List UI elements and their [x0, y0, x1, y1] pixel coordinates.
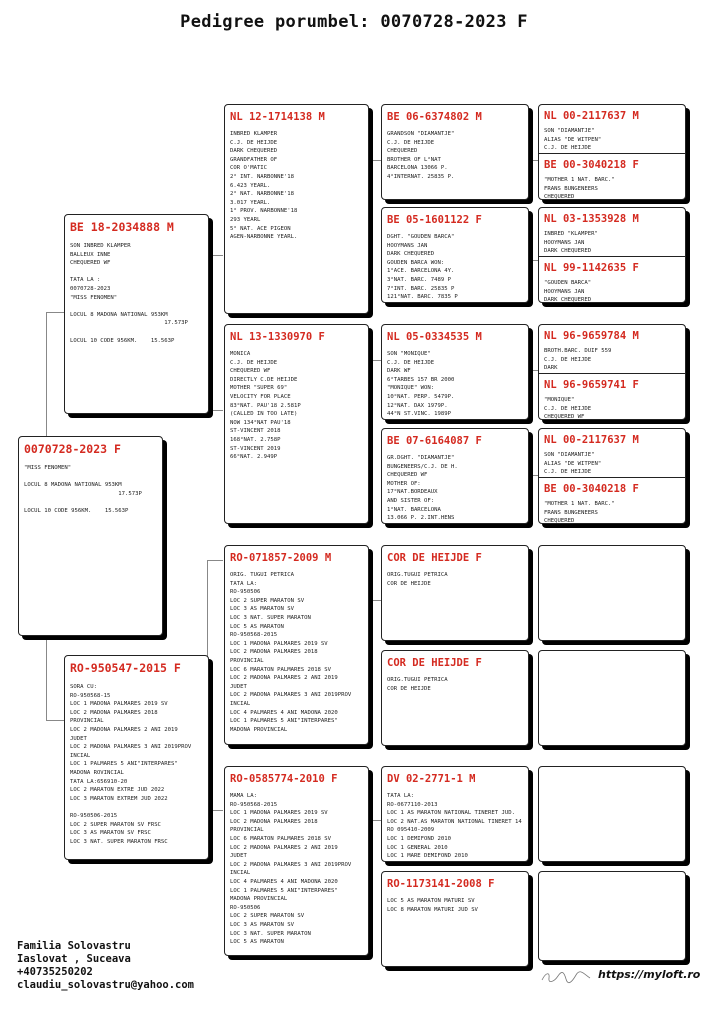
pigeon-entry: [539, 429, 685, 477]
pigeon-entry: [539, 477, 685, 524]
pigeon-details: BROTH.BARC. DUIF 559 C.J. DE HEIJDE DARK: [544, 348, 612, 372]
ring-number: NL 12-1714138 M: [230, 111, 325, 123]
owner-location: Iaslovat , Suceava: [17, 953, 131, 965]
pigeon-details: "MOTHER 1 NAT. BARC." FRANS BUNGENEERS CHEQUERED: [544, 501, 615, 524]
pigeon-details: SORA CU: RO-950568-15 LOC 1 MADONA PALMARES 2019 SV LOC 2 MADONA PALMARES 2018 PROVINCIAL LOC 2 MADONA PALMARES 2 ANI 2019 JUDET LOC 2 MADONA PALMARES 3 ANI 2019PROV INCIAL LOC 1 PALMARES 5 ANI"INTERPARES" MADONA ROVINCIAL TATA LA:656910-20 LOC 2 MARATON EXTRE JUD 2022 LOC 3 MARATON EXTREM JUD 2022 RO-950506-2015 LOC 2 SUPER MARATON SV FRSC LOC 3 AS MARATON SV FRSC LOC 3 NAT. SUPER MARATON FRSC: [70, 684, 192, 845]
pigeon-pair-card-4: [538, 428, 686, 524]
pigeon-details: SON INBRED KLAMPER BALLEUX INNE CHEQUERED WF TATA LA : 0070728-2023 "MISS FENOMEN" LOCUL 8 MADONA NATIONAL 953KM 17.573P LOCUL 10 CODE 956KM. 15.563P: [70, 243, 188, 344]
pigeon-entry: [539, 105, 685, 153]
pigeon-details: "MONIQUE" C.J. DE HEIJDE CHEQUERED WF: [544, 397, 592, 420]
ring-number: BE 06-6374802 M: [387, 111, 482, 123]
empty-pigeon-card: [538, 650, 686, 746]
pigeon-card-gp-3: [224, 545, 369, 745]
pigeon-card-ggp-5: [381, 545, 529, 641]
pigeon-card-subject: [18, 436, 163, 636]
connector-line: [529, 370, 538, 371]
pigeon-details: GR.DGHT. "DIAMANTJE" BUNGENEERS/C.J. DE H. CHEQUERED WF MOTHER OF: 17°NAT.BORDEAUX AND SISTER OF: 1°NAT. BARCELONA 13.066 P. 2.INT.HENS: [387, 455, 458, 522]
pigeon-details: MONICA C.J. DE HEIJDE CHEQUERED WF DIRECTLY C.DE HEIJDE MOTHER "SUPER 69" VELOCITY FOR PLACE 83°NAT. PAU'18 2.581P (CALLED IN TOO LATE) NOW 134°NAT PAU'18 ST-VINCENT 2018 168°NAT. 2.758P ST-VINCENT 2019 66°NAT. 2.949P: [230, 351, 301, 461]
pigeon-details: "MISS FENOMEN" LOCUL 8 MADONA NATIONAL 953KM 17.573P LOCUL 10 CODE 956KM. 15.563P: [24, 465, 142, 514]
pigeon-entry: [539, 373, 685, 420]
ring-number: RO-0585774-2010 F: [230, 773, 338, 785]
pigeon-card-ggp-4: [381, 428, 529, 524]
ring-number: COR DE HEIJDE F: [387, 552, 482, 564]
pigeon-card-sire: [64, 214, 209, 414]
ring-number: BE 05-1601122 F: [387, 214, 482, 226]
pigeon-card-ggp-8: [381, 871, 529, 967]
ring-number: NL 05-0334535 M: [387, 331, 482, 343]
signature-image: [540, 970, 592, 986]
pigeon-details: "MOTHER 1 NAT. BARC." FRANS BUNGENEERS CHEQUERED: [544, 177, 615, 200]
ring-number: 0070728-2023 F: [24, 442, 121, 456]
ring-number: NL 00-2117637 M: [544, 434, 639, 446]
pigeon-entry: [539, 208, 685, 256]
pigeon-details: "GOUDEN BARCA" HOOYMANS JAN DARK CHEQUERED: [544, 280, 592, 303]
ring-number: BE 00-3040218 F: [544, 159, 639, 171]
pigeon-details: MAMA LA: RO-950568-2015 LOC 1 MADONA PALMARES 2019 SV LOC 2 MADONA PALMARES 2018 PROVINCIAL LOC 6 MARATON PALMARES 2018 SV LOC 2 MADONA PALMARES 2 ANI 2019 JUDET LOC 2 MADONA PALMARES 3 ANI 2019PROV INCIAL LOC 4 PALMARES 4 ANI MADONA 2020 LOC 1 PALMARES 5 ANI"INTERPARES" MADONA PROVINCIAL RO-950506 LOC 2 SUPER MARATON SV LOC 3 AS MARATON SV LOC 3 NAT. SUPER MARATON LOC 5 AS MARATON: [230, 793, 352, 946]
pigeon-details: ORIG.TUGUI PETRICA COR DE HEIJDE: [387, 572, 448, 587]
connector-line: [46, 636, 47, 721]
connector-line: [369, 820, 381, 821]
connector-line: [46, 720, 64, 721]
pigeon-card-gp-4: [224, 766, 369, 956]
pigeon-pair-card-3: [538, 324, 686, 420]
ring-number: NL 96-9659741 F: [544, 379, 639, 391]
pigeon-card-gp-2: [224, 324, 369, 524]
pigeon-details: TATA LA: RO-0677110-2013 LOC 1 AS MARATON NATIONAL TINERET JUD. LOC 2 NAT.AS MARATON NATIONAL TINERET 14 RO 095410-2009 LOC 1 DEMIFOND 2010 LOC 1 GENERAL 2010 LOC 1 MARE DEMIFOND 2010: [387, 793, 522, 860]
ring-number: RO-1173141-2008 F: [387, 878, 495, 890]
pigeon-card-dam: [64, 655, 209, 860]
connector-line: [529, 160, 538, 161]
pigeon-details: SON "DIAMANTJE" ALIAS "DE WITPEN" C.J. DE HEIJDE: [544, 128, 602, 152]
pigeon-details: ORIG.TUGUI PETRICA COR DE HEIJDE: [387, 677, 448, 692]
website-link[interactable]: https://myloft.ro: [598, 968, 701, 981]
pigeon-details: ORIG. TUGUI PETRICA TATA LA: RO-950506 LOC 2 SUPER MARATON SV LOC 3 AS MARATON SV LOC 3 NAT. SUPER MARATON LOC 5 AS MARATON RO-950568-2015 LOC 1 MADONA PALMARES 2019 SV LOC 2 MADONA PALMARES 2018 PROVINCIAL LOC 6 MARATON PALMARES 2018 SV LOC 2 MADONA PALMARES 2 ANI 2019 JUDET LOC 2 MADONA PALMARES 3 ANI 2019PROV INCIAL LOC 4 PALMARES 4 ANI MADONA 2020 LOC 1 PALMARES 5 ANI"INTERPARES" MADONA PROVINCIAL: [230, 572, 352, 733]
pigeon-entry: [539, 153, 685, 200]
ring-number: RO-071857-2009 M: [230, 552, 332, 564]
connector-line: [369, 160, 381, 161]
connector-line: [46, 312, 64, 313]
owner-name: Familia Solovastru: [17, 940, 131, 952]
connector-line: [369, 360, 381, 361]
ring-number: BE 07-6164087 F: [387, 435, 482, 447]
pigeon-pair-card-1: [538, 104, 686, 200]
pigeon-details: GRANDSON "DIAMANTJE" C.J. DE HEIJDE CHEQUERED BROTHER OF L°NAT BARCELONA 13066 P. 4°INTERNAT. 25835 P.: [387, 131, 455, 180]
owner-contact: [17, 940, 194, 992]
pigeon-details: INBRED "KLAMPER" HOOYMANS JAN DARK CHEQUERED: [544, 231, 598, 255]
pigeon-card-ggp-6: [381, 650, 529, 746]
empty-pigeon-card: [538, 766, 686, 862]
empty-pigeon-card: [538, 871, 686, 961]
ring-number: BE 00-3040218 F: [544, 483, 639, 495]
ring-number: NL 96-9659784 M: [544, 330, 639, 342]
ring-number: NL 13-1330970 F: [230, 331, 325, 343]
empty-pigeon-card: [538, 545, 686, 641]
pigeon-card-ggp-1: [381, 104, 529, 200]
ring-number: BE 18-2034888 M: [70, 220, 174, 234]
ring-number: RO-950547-2015 F: [70, 661, 181, 675]
pigeon-pair-card-2: [538, 207, 686, 303]
pigeon-details: INBRED KLAMPER C.J. DE HEIJDE DARK CHEQUERED GRANDFATHER OF COR O'MATIC 2° INT. NARBONNE'18 6.423 YEARL. 2° NAT. NARBONNE'18 3.017 YEARL. 1° PROV. NARBONNE'18 293 YEARL 5° NAT. ACE PIGEON AGEN-NARBONNE YEARL.: [230, 131, 298, 241]
pigeon-entry: [539, 325, 685, 373]
connector-line: [207, 560, 223, 561]
pigeon-details: SON "DIAMANTJE" ALIAS "DE WITPEN" C.J. DE HEIJDE: [544, 452, 602, 476]
ring-number: NL 03-1353928 M: [544, 213, 639, 225]
ring-number: NL 00-2117637 M: [544, 110, 639, 122]
pigeon-details: DGHT. "GOUDEN BARCA" HOOYMANS JAN DARK CHEQUERED GOUDEN BARCA WON: 1°ACE. BARCELONA 4Y. 3°NAT. BARC. 7489 P 7°INT. BARC. 25835 P 121°NAT. BARC. 7835 P: [387, 234, 458, 301]
owner-email[interactable]: claudiu_solovastru@yahoo.com: [17, 979, 195, 991]
connector-line: [529, 475, 538, 476]
pigeon-card-ggp-3: [381, 324, 529, 420]
pigeon-card-gp-1: [224, 104, 369, 314]
pigeon-card-ggp-2: [381, 207, 529, 303]
owner-phone: +40735250202: [17, 966, 93, 978]
connector-line: [207, 255, 223, 256]
page-title: Pedigree porumbel: 0070728-2023 F: [180, 12, 528, 32]
ring-number: DV 02-2771-1 M: [387, 773, 476, 785]
connector-line: [529, 260, 538, 261]
connector-line: [369, 600, 381, 601]
pigeon-details: SON "MONIQUE" C.J. DE HEIJDE DARK WF 6°TARBES 157 BR 2000 "MONIQUE" WON: 10°NAT. PERP. 5479P. 12°NAT. DAX 1979P. 44°N ST.VINC. 1989P: [387, 351, 455, 418]
ring-number: NL 99-1142635 F: [544, 262, 639, 274]
pigeon-card-ggp-7: [381, 766, 529, 862]
connector-line: [207, 810, 223, 811]
ring-number: COR DE HEIJDE F: [387, 657, 482, 669]
pigeon-entry: [539, 256, 685, 303]
connector-line: [207, 410, 223, 411]
pigeon-details: LOC 5 AS MARATON MATURI SV LOC 8 MARATON MATURI JUD SV: [387, 898, 478, 913]
connector-line: [46, 312, 47, 437]
